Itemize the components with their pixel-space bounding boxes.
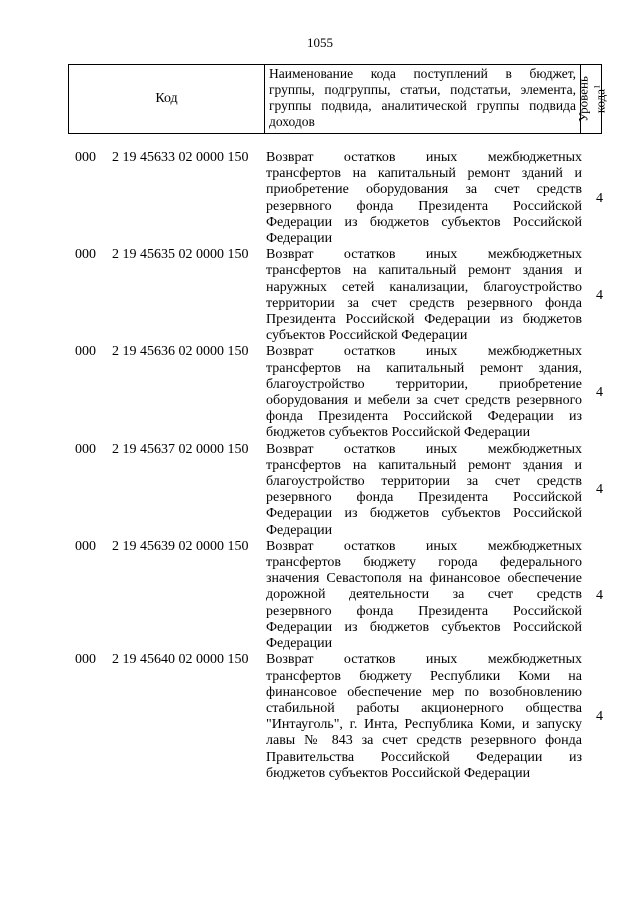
row-name-line: Федерации (266, 522, 333, 538)
header-level-footnote: 1 (591, 84, 601, 89)
row-name-line: Федерации (266, 636, 333, 652)
row-level: 4 (596, 482, 603, 498)
row-admin-code: 000 (75, 247, 96, 263)
row-name-line: дорожной деятельности за счет средств (266, 587, 582, 603)
row-name-line: трансфертов на капитальный ремонт здания и (266, 263, 582, 279)
table-body (0, 150, 640, 782)
row-name-line: территории за счет средств резервного фонда (266, 295, 582, 311)
row-name-line: наружных сетей канализации, благоустройство (266, 279, 582, 295)
header-name-line: доходов (269, 114, 315, 129)
row-level: 4 (596, 587, 603, 603)
row-name (266, 442, 582, 539)
row-name-line: Возврат остатков иных межбюджетных (266, 344, 582, 360)
row-admin-code: 000 (75, 652, 96, 668)
row-name-line: благоустройство территории за счет средств (266, 474, 582, 490)
row-name-line: благоустройство территории, приобретение (266, 376, 582, 392)
row-income-code: 2 19 45640 02 0000 150 (112, 652, 249, 668)
row-name-line: бюджетов субъектов Российской Федерации (266, 425, 531, 441)
row-admin-code: 000 (75, 538, 96, 554)
row-admin-code: 000 (75, 150, 96, 165)
row-name (266, 247, 582, 344)
row-name-line: резервного фонда Президента Российской (266, 603, 582, 619)
row-name-line: трансфертов бюджету города федерального (266, 555, 582, 571)
row-income-code: 2 19 45639 02 0000 150 (112, 538, 249, 554)
header-name-label (269, 66, 576, 130)
row-name-line: Правительства Российской Федерации из (266, 749, 582, 765)
row-name-line: фонда Президента Российской Федерации из (266, 409, 582, 425)
row-name-line: трансфертов на капитальный ремонт здания и (266, 457, 582, 473)
row-admin-code: 000 (75, 344, 96, 360)
header-name-line: группы, подгруппы, статьи, подстатьи, элемента, (269, 82, 576, 97)
row-name-line: Возврат остатков иных межбюджетных (266, 150, 582, 165)
header-level-line1: Уровень (574, 76, 590, 122)
table-header (68, 64, 608, 134)
header-name-cell (265, 65, 581, 133)
header-level-label (576, 76, 607, 122)
row-name (266, 652, 582, 782)
row-income-code: 2 19 45633 02 0000 150 (112, 150, 249, 165)
header-level-line2 (590, 76, 607, 122)
row-admin-code: 000 (75, 441, 96, 457)
row-income-code: 2 19 45635 02 0000 150 (112, 247, 249, 263)
table-row (0, 247, 640, 344)
row-name-line: трансфертов на капитальный ремонт здания, (266, 360, 582, 376)
page-number: 1055 (307, 35, 333, 50)
table-row (0, 150, 640, 247)
row-name (266, 344, 582, 441)
row-level: 4 (596, 190, 603, 206)
table-row (0, 442, 640, 539)
header-code-cell (69, 65, 265, 133)
row-name-line: лавы № 843 за счет средств резервного фонда (266, 733, 582, 749)
row-level: 4 (596, 385, 603, 401)
header-level-cell (574, 65, 608, 133)
header-level-word: кода (592, 88, 608, 114)
row-name-line: Федерации (266, 231, 333, 247)
row-name-line: Федерации из бюджетов субъектов Российской (266, 214, 582, 230)
header-code-label: Код (155, 91, 178, 106)
row-name-line: резервного фонда Президента Российской (266, 198, 582, 214)
header-name-line: группы подвида, аналитической группы подвида (269, 98, 576, 113)
row-income-code: 2 19 45637 02 0000 150 (112, 441, 249, 457)
header-name-line: Наименование кода поступлений в бюджет, (269, 66, 576, 81)
row-name-line: трансфертов на капитальный ремонт зданий и (266, 166, 582, 182)
row-name-line: Федерации из бюджетов субъектов Российской (266, 619, 582, 635)
row-name-line: "Интауголь", г. Инта, Республика Коми, и запуску (266, 717, 582, 733)
row-name-line: бюджетов субъектов Российской Федерации (266, 765, 531, 781)
row-name-line: Возврат остатков иных межбюджетных (266, 652, 582, 668)
row-name-line: Возврат остатков иных межбюджетных (266, 538, 582, 554)
row-name (266, 150, 582, 247)
row-income-code: 2 19 45636 02 0000 150 (112, 344, 249, 360)
row-name-line: приобретение оборудования за счет средств (266, 182, 582, 198)
row-name-line: субъектов Российской Федерации (266, 328, 468, 344)
row-name-line: значения Севастополя на финансовое обеспечение (266, 571, 582, 587)
row-name-line: Возврат остатков иных межбюджетных (266, 247, 582, 263)
row-name-line: резервного фонда Президента Российской (266, 490, 582, 506)
row-name-line: финансовое обеспечение мер по возобновлению (266, 684, 582, 700)
row-name-line: трансфертов бюджету Республики Коми на (266, 668, 582, 684)
row-name-line: Федерации из бюджетов субъектов Российской (266, 506, 582, 522)
row-name-line: Возврат остатков иных межбюджетных (266, 441, 582, 457)
row-name-line: стабильной работы акционерного общества (266, 700, 582, 716)
table-row (0, 539, 640, 652)
row-level: 4 (596, 287, 603, 303)
table-row (0, 652, 640, 782)
row-name-line: Президента Российской Федерации из бюджетов (266, 312, 582, 328)
row-name (266, 539, 582, 652)
row-name-line: оборудования и мебели за счет средств резервного (266, 393, 582, 409)
row-level: 4 (596, 709, 603, 725)
table-row (0, 344, 640, 441)
